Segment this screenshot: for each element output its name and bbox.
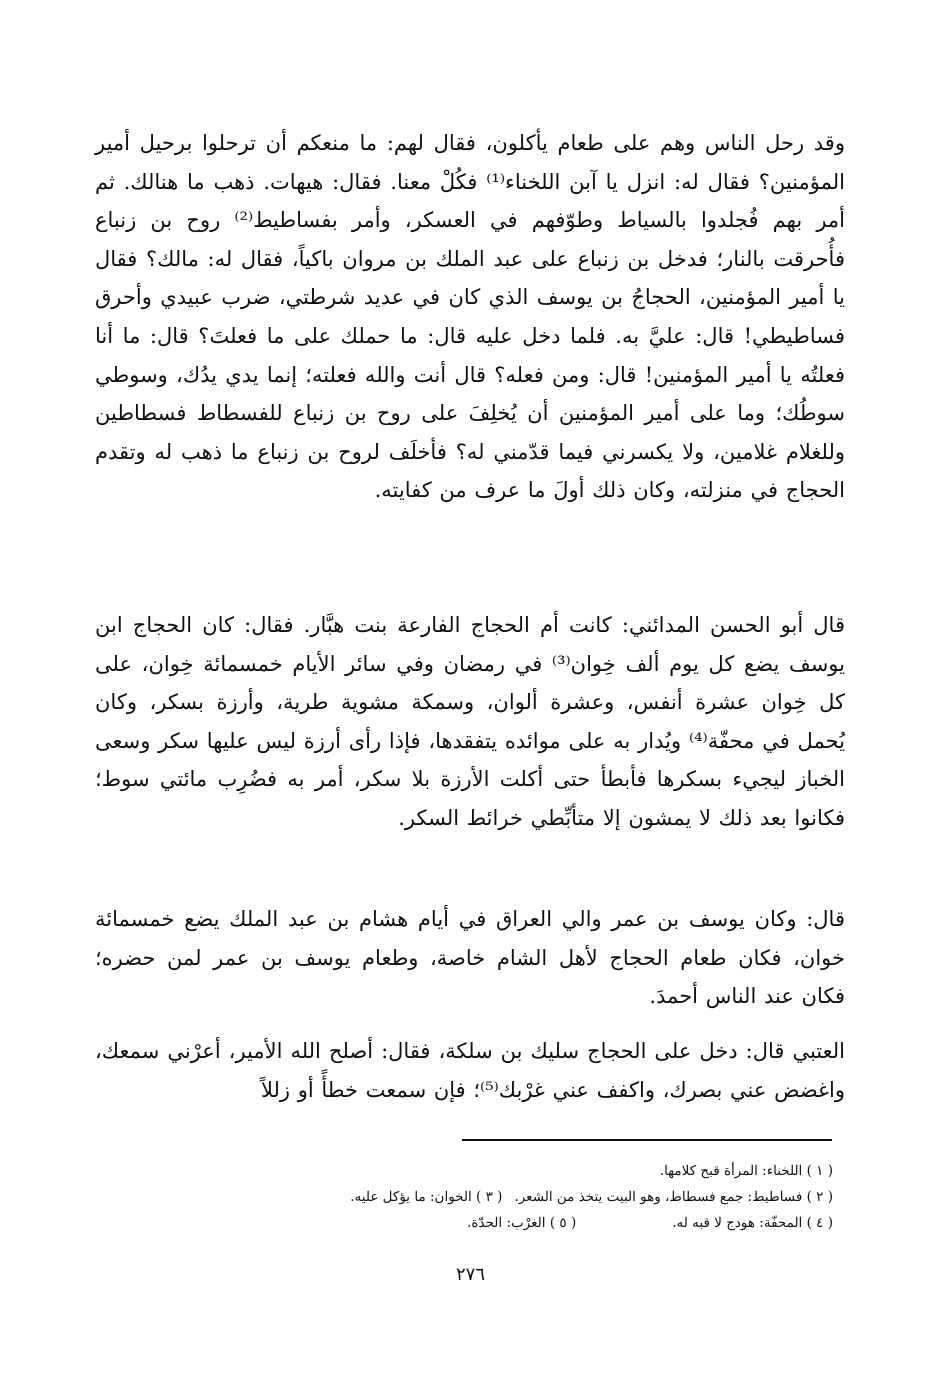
paragraph-yusuf-bin-umar: قال: وكان يوسف بن عمر والي العراق في أيام هشام بن عبد الملك يضع خمسمائة خوان، فكان طعام الحجاج لأهل الشام خاصة، وطعام يوسف بن عمر لمن حضره؛ فكان عند الناس أحمدَ. — [95, 907, 845, 1009]
footnote-5: ( ٥ ) الغرْب: الحدّة. — [467, 1215, 577, 1231]
footnote-separator — [462, 1139, 832, 1141]
footnote-1: ( ١ ) اللخناء: المرأة قبح كلامها. — [659, 1163, 833, 1179]
footnote-row-1 — [113, 1158, 833, 1184]
footnote-row-3 — [113, 1210, 833, 1236]
paragraph-hajjaj-camp: وقد رحل الناس وهم على طعام يأكلون، فقال لهم: ما منعكم أن ترحلوا برحيل أمير المؤمنين؟ فقال له: انزل يا آبن اللخناء⁽¹⁾ فكُلْ معنا. فقال: هيهات. ذهب ما هنالك. ثم أمر بهم فُجلدوا بالسياط وطوّفهم في العسكر، وأمر بفساطيط⁽²⁾ روح بن زنباع فأُحرقت بالنار؛ فدخل بن زنباع على عبد الملك بن مروان باكياً، فقال له: مالك؟ فقال يا أمير المؤمنين، الحجاجُ بن يوسف الذي كان في عديد شرطتي، ضرب عبيدي وأحرق فساطيطي! قال: عليَّ به. فلما دخل عليه قال: ما حملك على ما فعلتَ؟ قال: ما أنا فعلتُه يا أمير المؤمنين! قال: ومن فعله؟ قال أنت والله فعلته؛ إنما يدي يدُك، وسوطي سوطُك؛ وما على أمير المؤمنين أن يُخلِفَ على روح بن زنباع للفسطاط فسطاطين وللغلام غلامين، ولا يكسرني فيما قدّمني له؟ فأخلَف لروح بن زنباع ما ذهب له وتقدم الحجاج في منزلته، وكان ذلك أولَ ما عرف من كفايته. — [95, 131, 846, 503]
footnote-row-2 — [113, 1184, 833, 1210]
footnote-2: ( ٢ ) فساطيط: جمع فسطاط، وهو البيت يتخذ من الشعر. — [514, 1189, 833, 1205]
footnote-4: ( ٤ ) المحفّة: هودج لا قبه له. — [672, 1215, 833, 1231]
footnotes — [113, 1158, 833, 1236]
paragraph-madaini-khiwan: قال أبو الحسن المدائني: كانت أم الحجاج الفارعة بنت هبَّار. فقال: كان الحجاج ابن يوسف يضع كل يوم ألف خِوان⁽³⁾ في رمضان وفي سائر الأيام خمسمائة خِوان، على كل خِوان عشرة أنفس، وعشرة ألوان، وسمكة مشوية طرية، وأرزة بسكر، وكان يُحمل في محفّة⁽⁴⁾ ويُدار به على موائده يتفقدها، فإذا رأى أرزة ليس عليها سكر وسعى الخباز ليجيء بسكرها فأبطأ حتى أكلت الأرزة بلا سكر، أمر به فضُرِب مائتي سوط؛ فكانوا بعد ذلك لا يمشون إلا متأبِّطي خرائط السكر. — [95, 613, 845, 830]
page-number: ٢٧٦ — [455, 1264, 485, 1285]
paragraph-utbi-sulaik: العتبي قال: دخل على الحجاج سليك بن سلكة، فقال: أصلح الله الأمير، أعرْني سمعك، واغضض عني بصرك، واكفف عني غرْبك⁽⁵⁾؛ فإن سمعت خطأً أو زللاً — [95, 1039, 845, 1102]
footnote-3: ( ٣ ) الخوان: ما يؤكل عليه. — [350, 1189, 503, 1205]
